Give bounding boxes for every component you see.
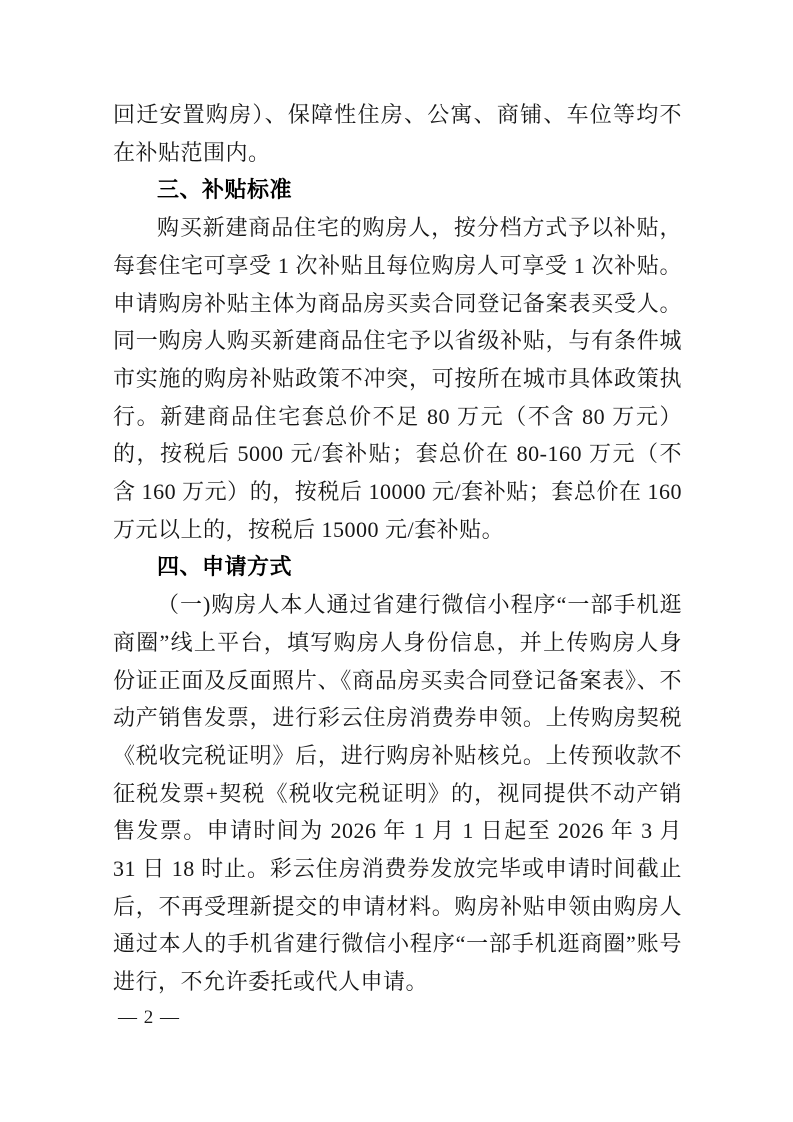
paragraph: （一)购房人本人通过省建行微信小程序“一部手机逛商圈”线上平台，填写购房人身份信息，并上传购房人身份证正面及反面照片、《商品房买卖合同登记备案表》、不动产销售发票，进行彩云住房消费券申领。上传购房契税《税收完税证明》后，进行购房补贴核兑。上传预收款不征税发票+契税《税收完税证明》的，视同提供不动产销售发票。申请时间为 2026 年 1 月 1 日起至 2026 年 3 月 31 日 18 时止。彩云住房消费券发放完毕或申请时间截止后，不再受理新提交的申请材料。购房补贴申领由购房人通过本人的手机省建行微信小程序“一部手机逛商圈”账号进行，不允许委托或代人申请。 (113, 592, 682, 995)
paragraph: 购买新建商品住宅的购房人，按分档方式予以补贴，每套住宅可享受 1 次补贴且每位购房人可享受 1 次补贴。申请购房补贴主体为商品房买卖合同登记备案表买受人。同一购房人购买新建商品住宅予以省级补贴，与有条件城市实施的购房补贴政策不冲突，可按所在城市具体政策执行。新建商品住宅套总价不足 80 万元（不含 80 万元）的，按税后 5000 元/套补贴；套总价在 80-160 万元（不含 160 万元）的，按税后 10000 元/套补贴；套总价在 160 万元以上的，按税后 15000 元/套补贴。 (113, 215, 682, 542)
page-number: — 2 — (118, 1007, 180, 1028)
paragraph: 回迁安置购房）、保障性住房、公寓、商铺、车位等均不在补贴范围内。 (113, 102, 682, 165)
document-body (113, 96, 682, 1001)
section-heading: 四、申请方式 (157, 554, 293, 580)
section-heading: 三、补贴标准 (157, 177, 293, 203)
